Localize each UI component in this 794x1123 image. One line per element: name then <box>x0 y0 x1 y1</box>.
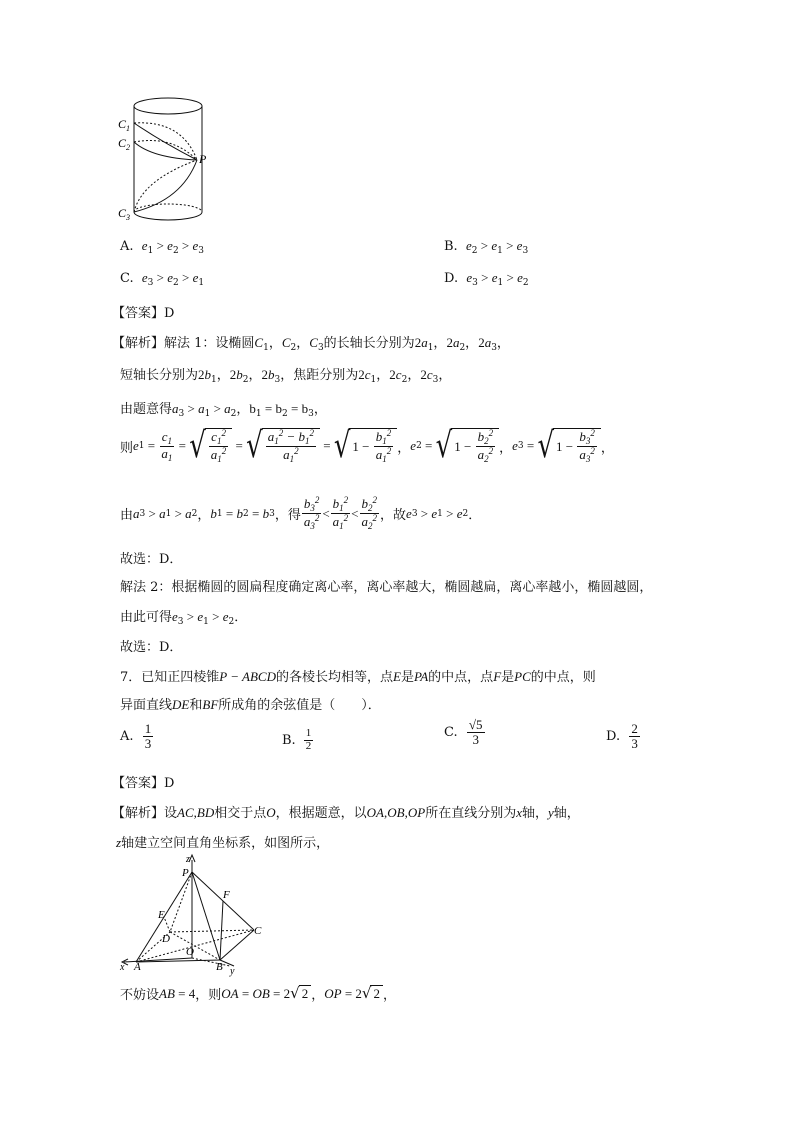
label-x: x <box>120 962 125 973</box>
q7-option-a: A. $\frac{1}{3}$ <box>120 721 152 751</box>
q6-conclusion2: 故选：D． <box>120 640 183 655</box>
q6-analysis-line4: 则 e 1 = $\frac{c_1}{a_1}$ = √ $\frac{c_1^2}{a_1^2}$ = √ $\frac{a_1^2 - b_1^2}{a_1^2}$ = √ 1 − $\frac{b_1^2}{a_1^2}$ ， e 2 = √ 1 − $\frac{b_2^2}{a_2^2}$ ， e 3 = √ 1 − $\frac{b_3^2}{a_3^2}$ ， <box>120 426 614 467</box>
option-c: C. $e_3 > e_2 > e_1$ <box>120 270 205 288</box>
q7-option-d: D. $\frac{2}{3}$ <box>606 721 638 751</box>
label-d: D <box>162 933 170 945</box>
label-z: z <box>186 854 190 865</box>
label-c: C <box>254 925 262 937</box>
q6-answer: 【答案】D <box>112 306 175 321</box>
option-b: B. $e_2 > e_1 > e_3$ <box>444 238 529 256</box>
label-c3: C <box>118 206 127 220</box>
label-e: E <box>158 909 165 921</box>
q6-conclusion1: 故选：D． <box>120 552 183 567</box>
q7-last-line: 不妨设 AB = 4 ，则 OA = OB = 2 √ 2 ， OP = 2 √ 2 ， <box>120 984 396 1003</box>
label-p: P <box>199 152 207 166</box>
q7-stem-line2: 异面直线DE和BF所成角的余弦值是（ ）． <box>120 697 381 713</box>
label-y: y <box>230 966 235 977</box>
q6-analysis-line2: 短轴长分别为$2b_1$，$2b_2$，$2b_3$，焦距分别为$2c_1$，$2c_2$，$2c_3$， <box>120 367 452 385</box>
label-o: O <box>186 946 194 958</box>
option-d: D. $e_3 > e_1 > e_2$ <box>444 270 529 288</box>
q6-analysis-line5: 由 a 3 > a 1 > a 2 ， b 1 = b 2 = b 3 ，得 $\frac{b_3^2}{a_3^2}$ < $\frac{b_1^2}{a_1^2}$ < $\frac{b_2^2}{a_2^2}$ ，故 e 3 > e 1 > e 2 ． <box>120 495 482 532</box>
q7-option-b: B. $\frac{1}{2}$ <box>282 727 312 752</box>
label-f: F <box>223 889 230 901</box>
q7-analysis-line1: 【解析】设AC,BD相交于点O，根据题意，以OA,OB,OP所在直线分别为x轴，y轴， <box>112 805 580 821</box>
svg-text:3: 3 <box>126 213 130 222</box>
q7-option-c: C. $\frac{√5}{3}$ <box>444 717 483 747</box>
q6-method2: 解法 2：根据椭圆的圆扁程度确定离心率，离心率越大，椭圆越扁，离心率越小，椭圆越圆， <box>120 580 653 595</box>
q6-analysis-line1: 【解析】解法 1：设椭圆$C_1$，$C_2$，$C_3$的长轴长分别为$2a_1$，$2a_2$，$2a_3$， <box>112 335 510 353</box>
label-a: A <box>134 961 141 973</box>
svg-text:2: 2 <box>126 143 130 152</box>
q7-answer: 【答案】D <box>112 776 175 791</box>
label-c2: C <box>118 136 127 150</box>
cylinder-ellipse-figure <box>112 90 212 225</box>
q6-method2-line2: 由此可得$e_3 > e_1 > e_2$． <box>120 609 248 627</box>
svg-text:1: 1 <box>126 124 130 133</box>
label-b: B <box>216 961 223 973</box>
q7-stem-line1: 7．已知正四棱锥P − ABCD的各棱长均相等，点E是PA的中点，点F是PC的中点，则 <box>120 669 596 685</box>
option-a: A. $e_1 > e_2 > e_3$ <box>120 238 205 256</box>
q7-analysis-line2: z轴建立空间直角坐标系，如图所示， <box>116 835 330 851</box>
label-p2: P <box>182 867 189 879</box>
q6-analysis-line3: 由题意得$a_3 > a_1 > a_2$，$b_1 = b_2 = b_3$， <box>120 401 327 419</box>
label-c1: C <box>118 117 127 131</box>
pyramid-figure <box>116 852 276 977</box>
